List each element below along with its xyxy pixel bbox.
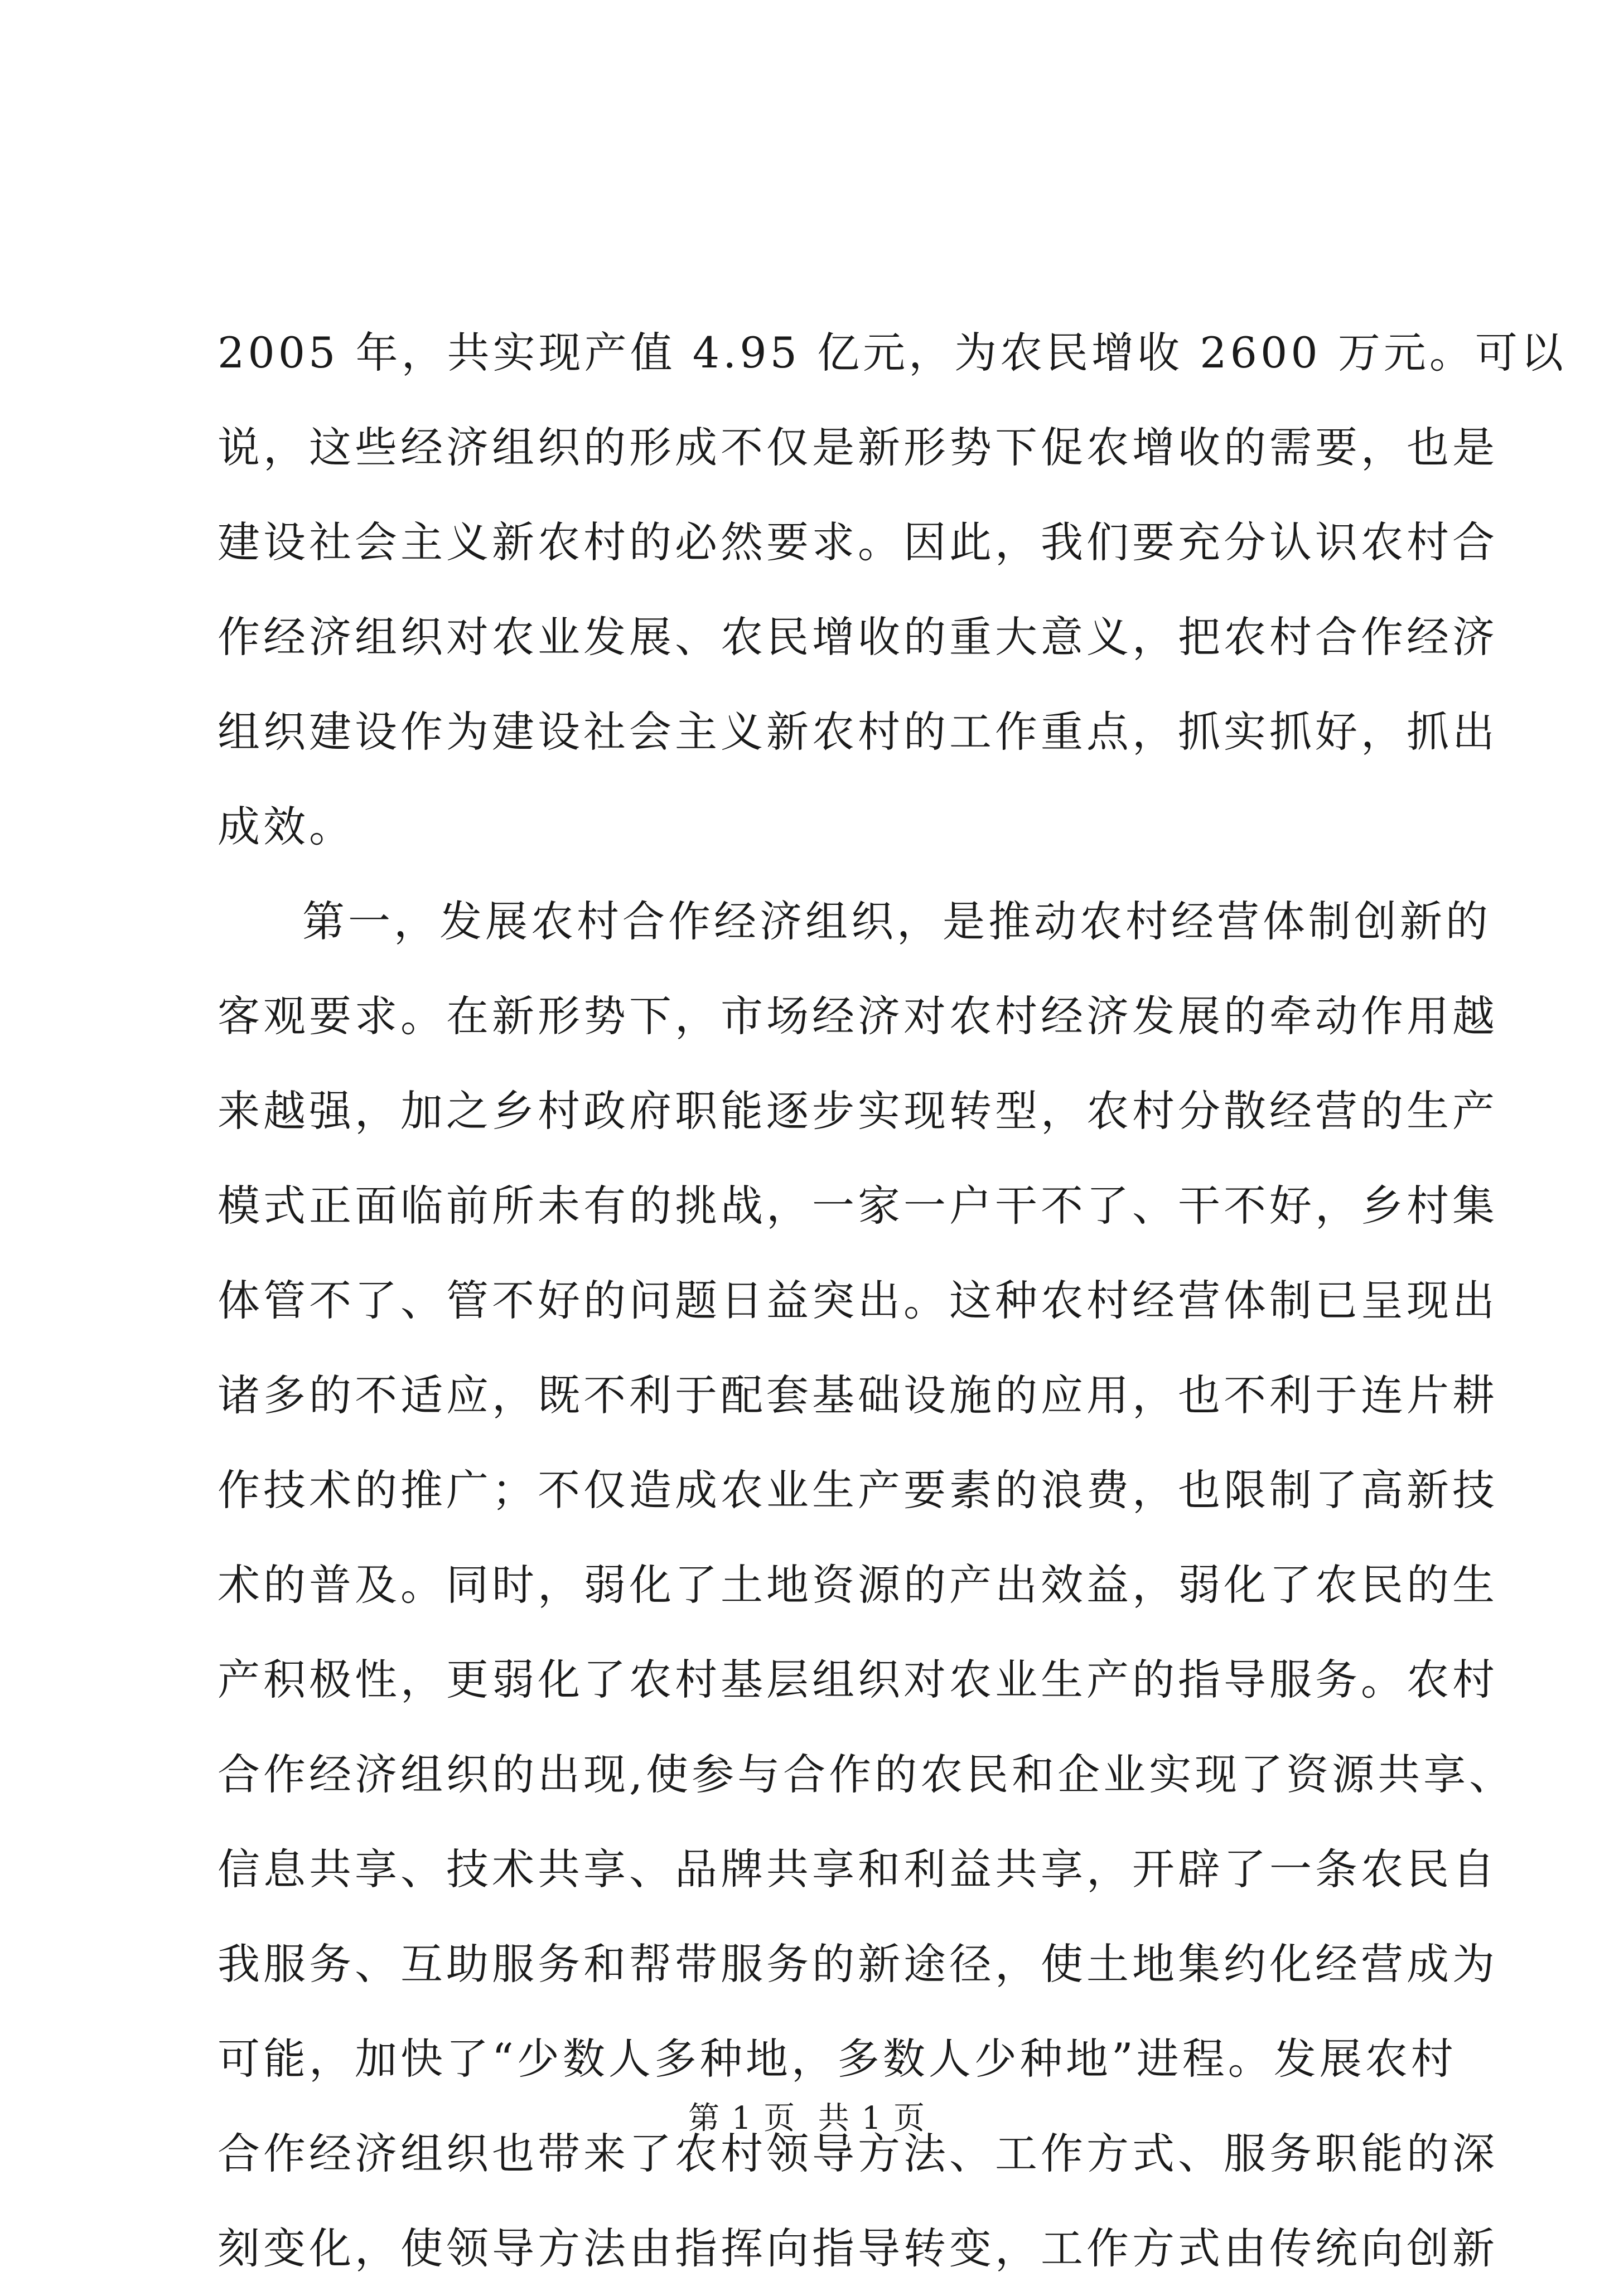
text-line: 信息共享、技术共享、品牌共享和利益共享，开辟了一条农民自	[218, 1844, 1498, 1894]
text-line: 诸多的不适应，既不利于配套基础设施的应用，也不利于连片耕	[218, 1370, 1498, 1420]
body-text	[218, 306, 1567, 2296]
text-line: 可能，加快了“少数人多种地，多数人少种地”进程。发展农村	[218, 2034, 1457, 2084]
text-line: 第一，发展农村合作经济组织，是推动农村经营体制创新的	[302, 897, 1491, 946]
text-line: 模式正面临前所未有的挑战，一家一户干不了、干不好，乡村集	[218, 1181, 1498, 1231]
text-line: 作经济组织对农业发展、农民增收的重大意义，把农村合作经济	[218, 612, 1498, 662]
text-line: 组织建设作为建设社会主义新农村的工作重点，抓实抓好，抓出	[218, 707, 1498, 757]
text-line: 合作经济组织也带来了农村领导方法、工作方式、服务职能的深	[218, 2129, 1498, 2178]
paragraph-continuation	[218, 306, 1567, 874]
text-line: 我服务、互助服务和帮带服务的新途径，使土地集约化经营成为	[218, 1939, 1498, 1989]
text-line: 来越强，加之乡村政府职能逐步实现转型，农村分散经营的生产	[218, 1086, 1498, 1136]
text-line: 2005 年，共实现产值 4.95 亿元，为农民增收 2600 万元。可以	[218, 328, 1567, 377]
text-line: 客观要求。在新形势下，市场经济对农村经济发展的牵动作用越	[218, 991, 1498, 1041]
text-line: 产积极性，更弱化了农村基层组织对农业生产的指导服务。农村	[218, 1655, 1498, 1704]
paragraph-first-point	[218, 874, 1515, 2296]
text-line: 说，这些经济组织的形成不仅是新形势下促农增收的需要，也是	[218, 423, 1498, 472]
text-line: 建设社会主义新农村的必然要求。因此，我们要充分认识农村合	[218, 517, 1498, 567]
text-line: 成效。	[218, 802, 355, 851]
text-line: 刻变化，使领导方法由指挥向指导转变，工作方式由传统向创新	[218, 2224, 1498, 2273]
text-line: 作技术的推广；不仅造成农业生产要素的浪费，也限制了高新技	[218, 1465, 1498, 1515]
text-line: 合作经济组织的出现,使参与合作的农民和企业实现了资源共享、	[218, 1750, 1515, 1799]
text-line: 体管不了、管不好的问题日益突出。这种农村经营体制已呈现出	[218, 1276, 1498, 1325]
page-footer: 第 1 页 共 1 页	[688, 2100, 926, 2137]
text-line: 术的普及。同时，弱化了土地资源的产出效益，弱化了农民的生	[218, 1560, 1498, 1610]
